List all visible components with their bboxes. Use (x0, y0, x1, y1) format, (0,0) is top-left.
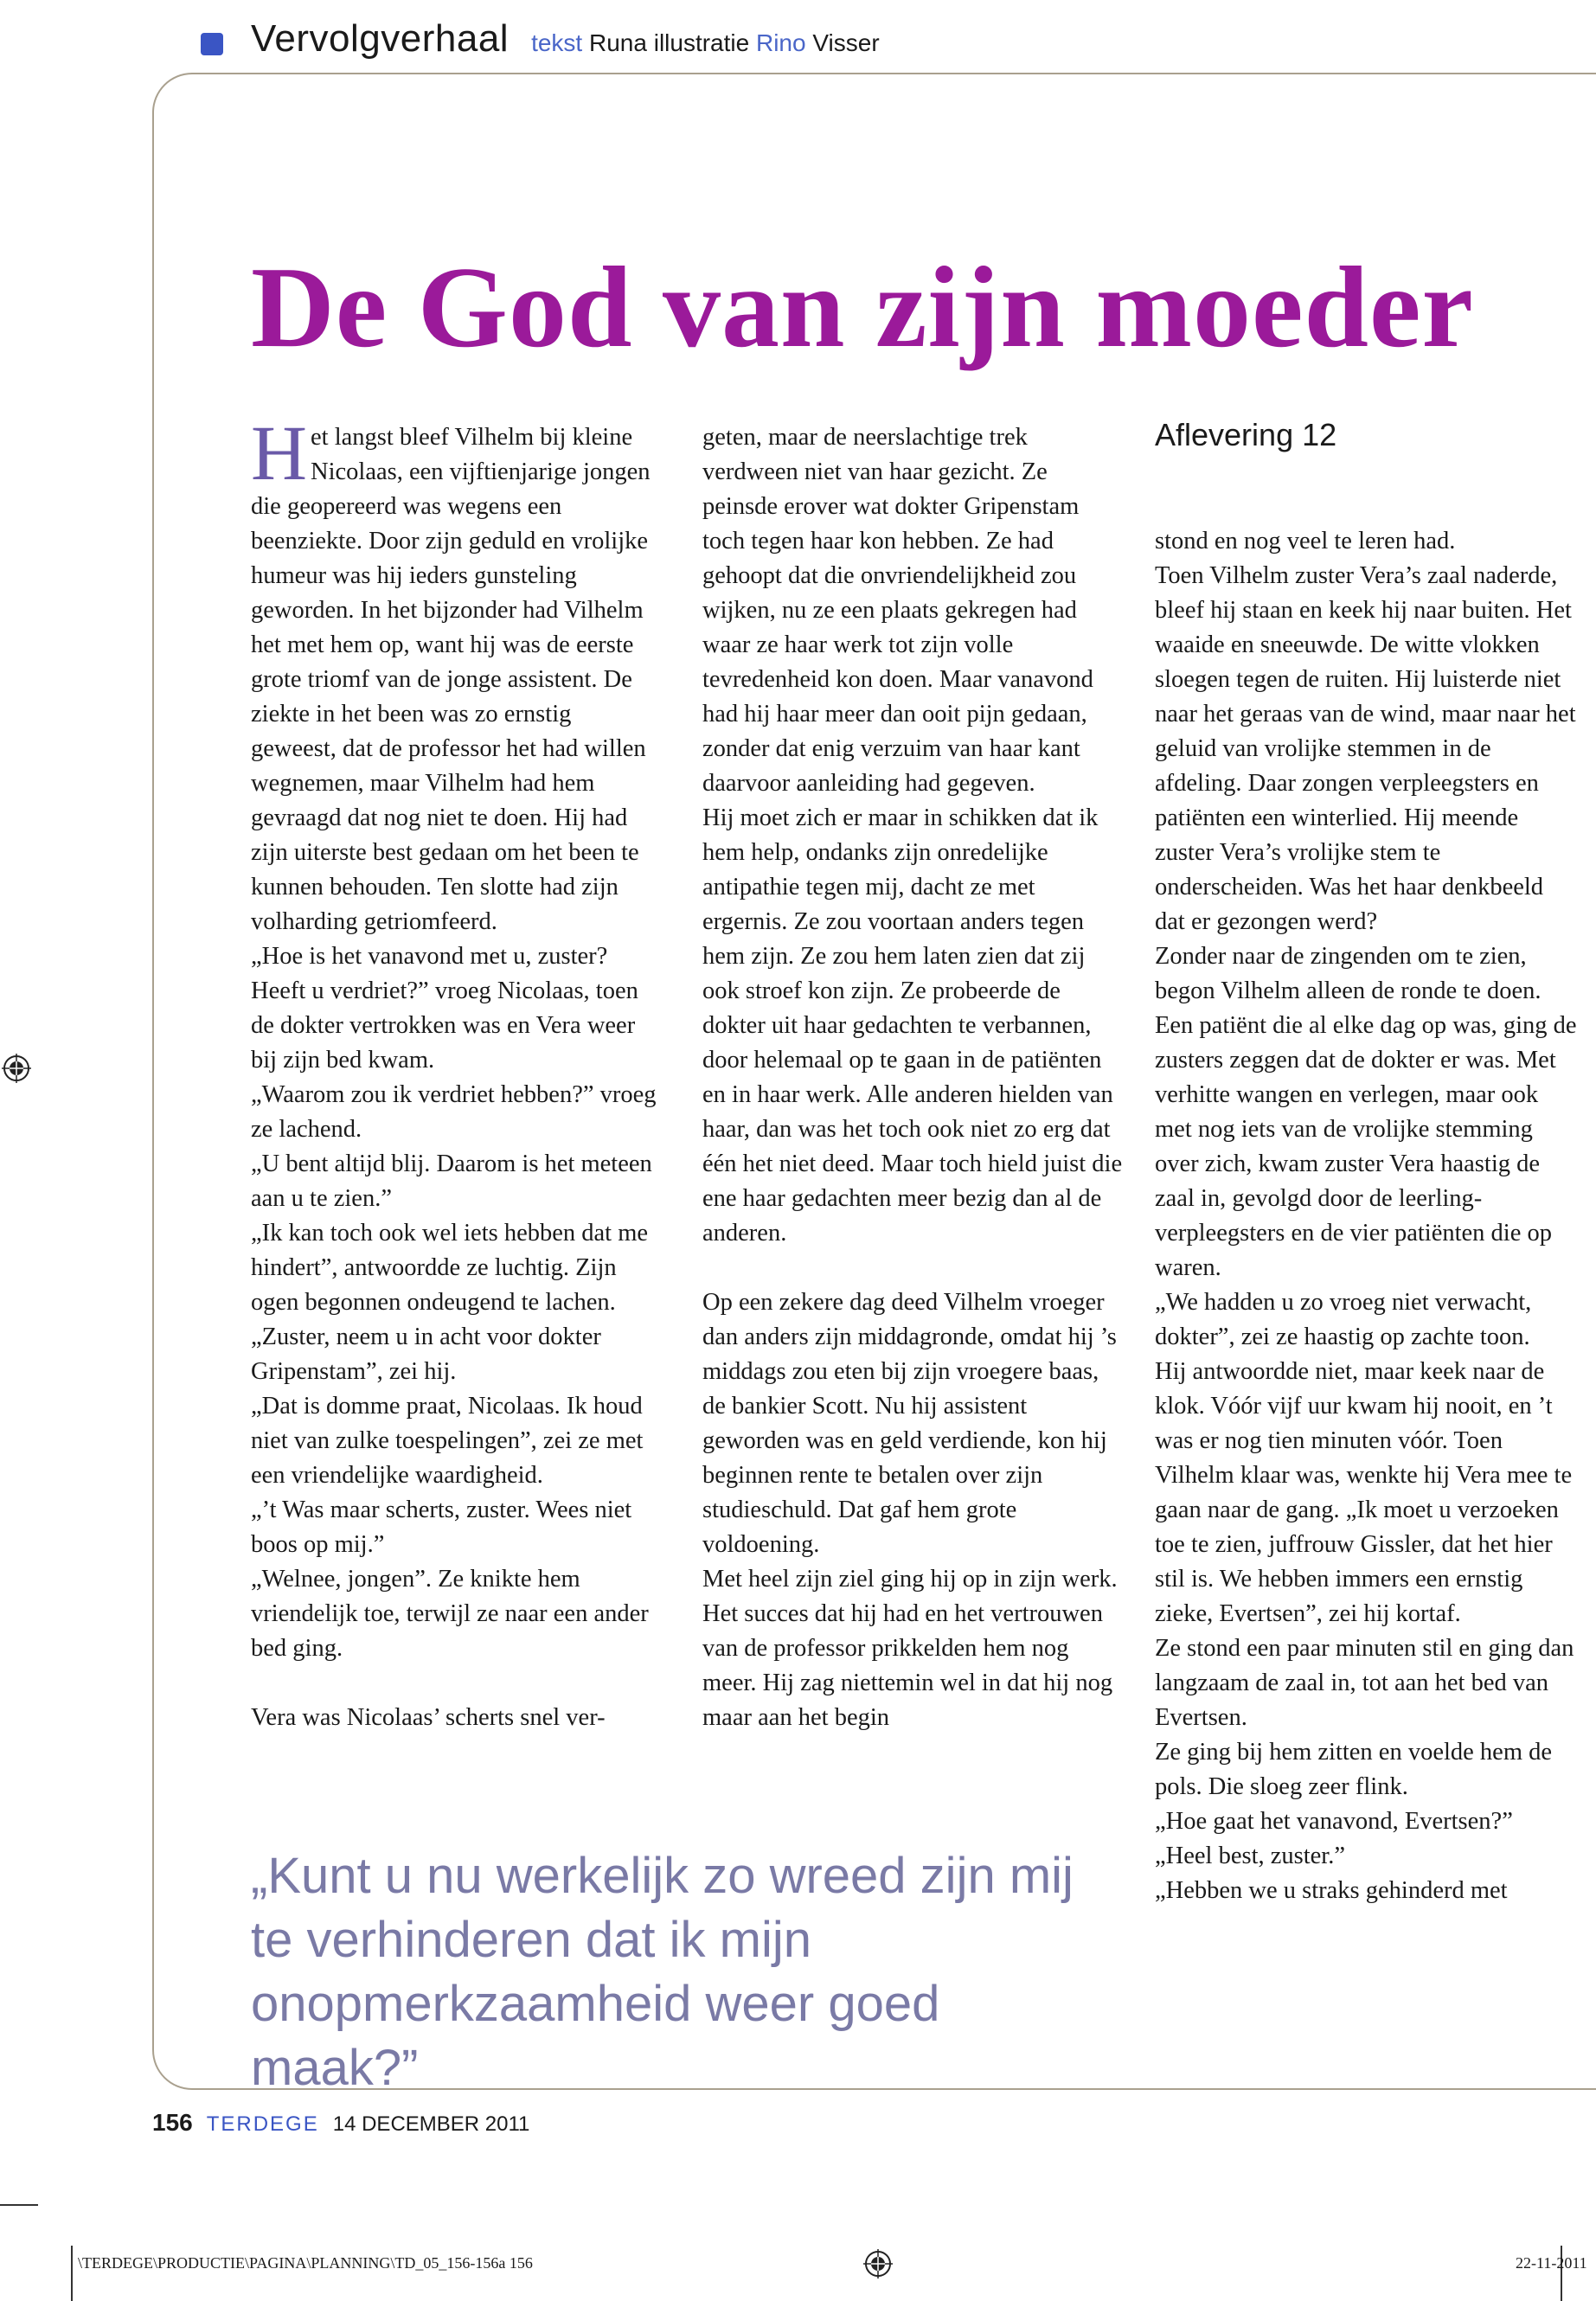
section-header (201, 17, 880, 69)
paragraph-gap (251, 1666, 657, 1701)
drop-cap: H (251, 411, 307, 497)
illustration-label: illustratie (653, 29, 750, 56)
article-column-2 (702, 420, 1126, 1735)
paragraph: Toen Vilhelm zuster Vera’s zaal naderde, bleef hij staan en keek hij naar buiten. Het waaide en sneeuwde. De witte vlokken sloegen tegen de ruiten. Hij luisterde niet naar het geraas van de wind, maar naar het geluid van vrolijke stemmen in de afdeling. Daar zongen verpleegsters en patiënten een winterlied. Hij meende zuster Vera’s vrolijke stem te onderscheiden. Was het haar denkbeeld dat er gezongen werd? (1155, 562, 1576, 935)
paragraph: „Dat is domme praat, Nicolaas. Ik houd niet van zulke toespelingen”, zei ze met een vriendelijke waardigheid. (251, 1393, 644, 1489)
author: Runa (589, 29, 647, 56)
crop-mark (0, 2204, 38, 2206)
paragraph: „Waarom zou ik verdriet hebben?” vroeg ze lachend. (251, 1081, 657, 1143)
paragraph: „Heel best, zuster.” (1155, 1843, 1345, 1869)
article-column-3 (1155, 524, 1579, 1908)
illustrator-first-name: Rino (755, 29, 806, 56)
paragraph: Ze stond een paar minuten stil en ging dan langzaam de zaal in, tot aan het bed van Evertsen. (1155, 1635, 1574, 1731)
paragraph: „Hebben we u straks gehinderd met (1155, 1877, 1508, 1904)
paragraph: Zonder naar de zingenden om te zien, begon Vilhelm alleen de ronde te doen. Een patiënt die al elke dag op was, ging de zusters zeggen dat de dokter er was. Met verhitte wangen en verlegen, maar ook met nog iets van de vrolijke stemming over zich, kwam zuster Vera haastig de zaal in, gevolgd door de leerling-verpleegsters en de vier patiënten die op waren. (1155, 943, 1577, 1281)
magazine-name: TERDEGE (206, 2112, 319, 2136)
paragraph: Hij antwoordde niet, maar keek naar de klok. Vóór vijf uur kwam hij nooit, en ’t was er nog tien minuten vóór. Toen Vilhelm klaar was, wenkte hij Vera mee te gaan naar de gang. „Ik moet u verzoeken toe te zien, juffrouw Gissler, dat het hier stil is. We hebben immers een ernstig zieke, Evertsen”, zei hij kortaf. (1155, 1358, 1573, 1627)
episode-label: Aflevering 12 (1155, 417, 1337, 452)
paragraph: Met heel zijn ziel ging hij op in zijn werk. Het succes dat hij had en het vertrouwen van de professor prikkelden hem nog meer. Hij zag niettemin wel in dat hij nog maar aan het begin (702, 1566, 1118, 1731)
article-column-1 (251, 411, 657, 1735)
print-slug-date: 22-11-2011 (1516, 2254, 1587, 2272)
section-marker-icon (201, 33, 223, 55)
print-slug-path: \TERDEGE\PRODUCTIE\PAGINA\PLANNING\TD_05_156-156a 156 (78, 2254, 533, 2272)
credits (531, 29, 880, 57)
page-number: 156 (152, 2109, 193, 2136)
pull-quote: „Kunt u nu werkelijk zo wreed zijn mij te verhinderen dat ik mijn onopmerkzaamheid weer goed maak?” (251, 1848, 1074, 2096)
text-label: tekst (531, 29, 583, 56)
paragraph: „We hadden u zo vroeg niet verwacht, dokter”, zei ze haastig op zachte toon. (1155, 1289, 1532, 1350)
paragraph: „Hoe gaat het vanavond, Evertsen?” (1155, 1808, 1513, 1835)
paragraph: „’t Was maar scherts, zuster. Wees niet boos op mij.” (251, 1497, 632, 1558)
paragraph: Het langst bleef Vilhelm bij kleine Nicolaas, een vijftienjarige jongen die geopereerd was wegens een beenziekte. Door zijn geduld en vrolijke humeur was hij ieders gunsteling geworden. In het bijzonder had Vilhelm het met hem op, want hij was de eerste grote triomf van de jonge assistent. De ziekte in het been was zo ernstig geweest, dat de professor het had willen wegnemen, maar Vilhelm had hem gevraagd dat nog niet te doen. Hij had zijn uiterste best gedaan om het been te kunnen behouden. Ten slotte had zijn volharding getriomfeerd. (251, 411, 651, 935)
paragraph: Vera was Nicolaas’ scherts snel ver- (251, 1704, 606, 1731)
paragraph: „Ik kan toch ook wel iets hebben dat me hindert”, antwoordde ze luchtig. Zijn ogen begonnen ondeugend te lachen. „Zuster, neem u in acht voor dokter Gripenstam”, zei hij. (251, 1220, 649, 1385)
paragraph: Ze ging bij hem zitten en voelde hem de pols. Die sloeg zeer flink. (1155, 1739, 1553, 1800)
issue-date: 14 DECEMBER 2011 (332, 2112, 530, 2136)
illustrator-last-name: Visser (812, 29, 880, 56)
paragraph: Hij moet zich er maar in schikken dat ik hem help, ondanks zijn onredelijke antipathie tegen mij, dacht ze met ergernis. Ze zou voortaan anders tegen hem zijn. Ze zou hem laten zien dat zij ook stroef kon zijn. Ze probeerde de dokter uit haar gedachten te verbannen, door helemaal op te gaan in de patiënten en in haar werk. Alle anderen hielden van haar, dan was het toch ook niet zo erg dat één het niet deed. Maar toch hield juist die ene haar gedachten meer bezig dan al de anderen. (702, 804, 1123, 1247)
paragraph: Op een zekere dag deed Vilhelm vroeger dan anders zijn middagronde, omdat hij ’s middags zou eten bij zijn vroegere baas, de bankier Scott. Nu hij assistent geworden was en geld verdiende, kon hij beginnen rente te betalen over zijn studieschuld. Dat gaf hem grote voldoening. (702, 1289, 1117, 1558)
paragraph: stond en nog veel te leren had. (1155, 528, 1456, 554)
paragraph-gap (702, 1251, 1126, 1285)
paragraph: „Hoe is het vanavond met u, zuster? Heeft u verdriet?” vroeg Nicolaas, toen de dokter vertrokken was en Vera weer bij zijn bed kwam. (251, 943, 638, 1074)
paragraph: geten, maar de neerslachtige trek verdween niet van haar gezicht. Ze peinsde erover wat dokter Gripenstam toch tegen haar kon hebben. Ze had gehoopt dat die onvriendelijkheid zou wijken, nu ze een plaats gekregen had waar ze haar werk tot zijn volle tevredenheid kon doen. Maar vanavond had hij haar meer dan ooit pijn gedaan, zonder dat enig verzuim van haar kant daarvoor aanleiding had gegeven. (702, 424, 1093, 797)
article-title: De God van zijn moeder (251, 243, 1474, 371)
registration-mark-icon (2, 1054, 31, 1083)
paragraph: „U bent altijd blij. Daarom is het meteen aan u te zien.” (251, 1150, 652, 1212)
paragraph: „Welnee, jongen”. Ze knikte hem vriendelijk toe, terwijl ze naar een ander bed ging. (251, 1566, 649, 1662)
section-title: Vervolgverhaal (251, 17, 510, 60)
registration-mark-icon (863, 2249, 893, 2279)
crop-mark (71, 2246, 73, 2301)
page-footer (152, 2109, 529, 2137)
